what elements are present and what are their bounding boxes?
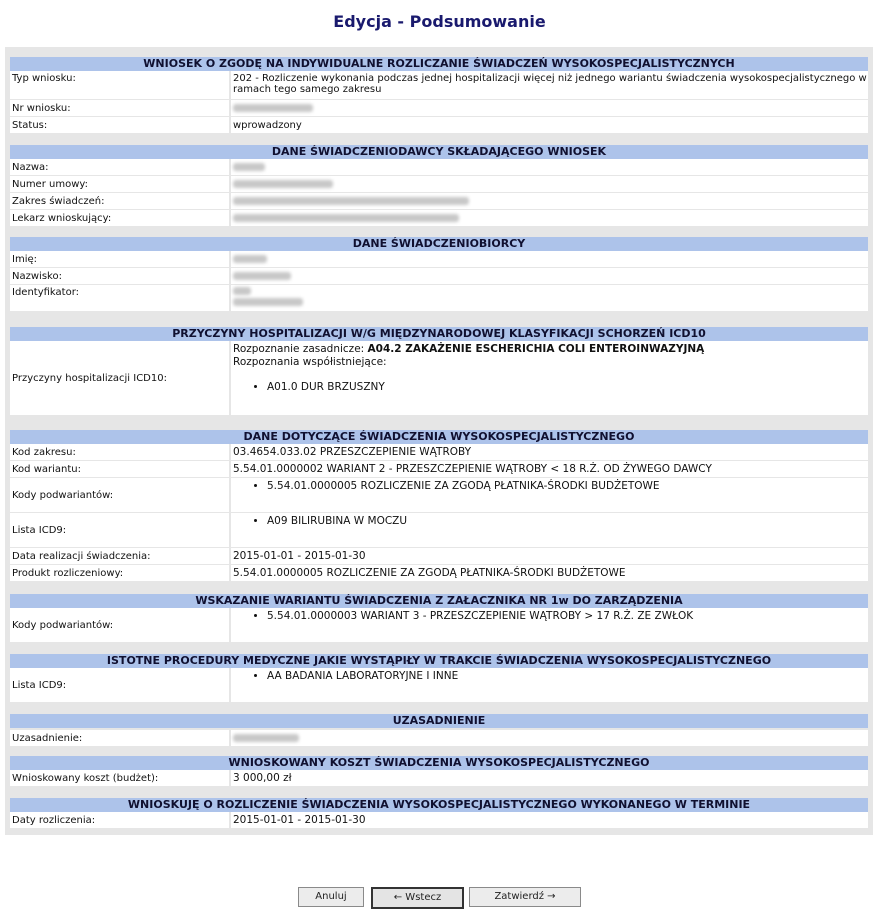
field-value: 2015-01-01 - 2015-01-30 — [233, 814, 366, 826]
field-label: Przyczyny hospitalizacji ICD10: — [12, 372, 167, 384]
redacted-value — [233, 255, 267, 263]
section-wniosek — [10, 57, 868, 134]
list-item: • A09 BILIRUBINA W MOCZU — [267, 515, 407, 527]
row-kod-zakresu — [10, 444, 868, 461]
redacted-value — [233, 272, 291, 280]
field-value: 2015-01-01 - 2015-01-30 — [233, 550, 366, 562]
field-label: Nazwa: — [12, 161, 49, 173]
redacted-value — [233, 180, 333, 188]
field-label: Data realizacji świadczenia: — [12, 550, 151, 562]
row-lista-icd9 — [10, 513, 868, 548]
section-termin — [10, 798, 868, 829]
field-label: Nr wniosku: — [12, 102, 71, 114]
section-header: WNIOSKUJĘ O ROZLICZENIE ŚWIADCZENIA WYSOKOSPECJALISTYCZNEGO WYKONANEGO W TERMINIE — [10, 798, 868, 812]
field-label: Nazwisko: — [12, 270, 62, 282]
row-wskazanie-podwarianty — [10, 608, 868, 643]
section-biorca — [10, 237, 868, 312]
redacted-value — [233, 287, 251, 295]
field-label: Kody podwariantów: — [12, 619, 114, 631]
field-label: Lista ICD9: — [12, 524, 67, 536]
field-label: Lista ICD9: — [12, 679, 67, 691]
back-button[interactable]: ← Wstecz — [371, 887, 464, 909]
list-item: • A01.0 DUR BRZUSZNY — [267, 381, 868, 394]
field-label: Imię: — [12, 253, 37, 265]
field-value: 3 000,00 zł — [233, 772, 292, 784]
section-header: UZASADNIENIE — [10, 714, 868, 728]
section-header: PRZYCZYNY HOSPITALIZACJI W/G MIĘDZYNARODOWEJ KLASYFIKACJI SCHORZEŃ ICD10 — [10, 327, 868, 341]
section-wskazanie — [10, 594, 868, 643]
redacted-value — [233, 104, 313, 112]
section-header: WNIOSKOWANY KOSZT ŚWIADCZENIA WYSOKOSPECJALISTYCZNEGO — [10, 756, 868, 770]
field-value: 5.54.01.0000002 WARIANT 2 - PRZESZCZEPIENIE WĄTROBY < 18 R.Ż. OD ŻYWEGO DAWCY — [233, 463, 712, 475]
section-header: ISTOTNE PROCEDURY MEDYCZNE JAKIE WYSTĄPIŁY W TRAKCIE ŚWIADCZENIA WYSOKOSPECJALISTYCZNEGO — [10, 654, 868, 668]
field-label: Status: — [12, 119, 48, 131]
redacted-value — [233, 298, 303, 306]
row-koszt — [10, 770, 868, 787]
diagnosis-secondary-label: Rozpoznania współistniejące: — [233, 356, 387, 368]
field-label: Typ wniosku: — [12, 73, 76, 84]
redacted-value — [233, 197, 469, 205]
row-kody-podwariantow — [10, 478, 868, 513]
row-status — [10, 117, 868, 134]
field-value: 03.4654.033.02 PRZESZCZEPIENIE WĄTROBY — [233, 446, 472, 458]
row-imie — [10, 251, 868, 268]
redacted-value — [233, 163, 265, 171]
row-daty-rozliczenia — [10, 812, 868, 829]
row-data-realizacji — [10, 548, 868, 565]
section-przyczyny — [10, 327, 868, 416]
field-value: wprowadzony — [233, 119, 302, 131]
field-value: 202 - Rozliczenie wykonania podczas jednej hospitalizacji więcej niż jednego wariantu świadczenia wysokospecjalistycznego w ramach tego samego zakresu — [233, 73, 867, 95]
row-zakres — [10, 193, 868, 210]
row-nazwisko — [10, 268, 868, 285]
section-procedury — [10, 654, 868, 703]
list-item: • AA BADANIA LABORATORYJNE I INNE — [267, 670, 458, 682]
section-header: DANE ŚWIADCZENIODAWCY SKŁADAJĄCEGO WNIOSEK — [10, 145, 868, 159]
field-label: Uzasadnienie: — [12, 732, 83, 744]
summary-panel — [5, 47, 873, 835]
cancel-button[interactable]: Anuluj — [298, 887, 364, 907]
section-uzasadnienie — [10, 714, 868, 747]
page-title: Edycja - Podsumowanie — [333, 12, 546, 31]
field-label: Produkt rozliczeniowy: — [12, 567, 124, 579]
row-nr-wniosku — [10, 100, 868, 117]
row-nazwa — [10, 159, 868, 176]
row-typ-wniosku — [10, 71, 868, 100]
row-kod-wariantu — [10, 461, 868, 478]
section-koszt — [10, 756, 868, 787]
field-label: Zakres świadczeń: — [12, 195, 105, 207]
list-item: • 5.54.01.0000005 ROZLICZENIE ZA ZGODĄ PŁATNIKA-ŚRODKI BUDŻETOWE — [267, 480, 660, 492]
row-numer-umowy — [10, 176, 868, 193]
row-procedury-icd9 — [10, 668, 868, 703]
row-uzasadnienie — [10, 730, 868, 747]
field-label: Lekarz wnioskujący: — [12, 212, 112, 224]
confirm-button[interactable]: Zatwierdź → — [469, 887, 581, 907]
row-produkt — [10, 565, 868, 582]
row-identyfikator — [10, 285, 868, 312]
row-przyczyny-icd10 — [10, 341, 868, 416]
redacted-value — [233, 214, 459, 222]
section-header: DANE DOTYCZĄCE ŚWIADCZENIA WYSOKOSPECJALISTYCZNEGO — [10, 430, 868, 444]
field-label: Kod zakresu: — [12, 446, 76, 458]
field-label: Kod wariantu: — [12, 463, 81, 475]
section-header: WNIOSEK O ZGODĘ NA INDYWIDUALNE ROZLICZANIE ŚWIADCZEŃ WYSOKOSPECJALISTYCZNYCH — [10, 57, 868, 71]
field-value: 5.54.01.0000005 ROZLICZENIE ZA ZGODĄ PŁATNIKA-ŚRODKI BUDŻETOWE — [233, 567, 626, 579]
field-label: Wnioskowany koszt (budżet): — [12, 772, 159, 784]
row-lekarz — [10, 210, 868, 227]
field-label: Numer umowy: — [12, 178, 88, 190]
section-dawca — [10, 145, 868, 227]
section-swiadczenie — [10, 430, 868, 582]
diagnosis-main-value: A04.2 ZAKAŻENIE ESCHERICHIA COLI ENTEROINWAZYJNĄ — [367, 343, 705, 355]
field-label: Kody podwariantów: — [12, 489, 114, 501]
section-header: WSKAZANIE WARIANTU ŚWIADCZENIA Z ZAŁACZNIKA NR 1w DO ZARZĄDZENIA — [10, 594, 868, 608]
section-header: DANE ŚWIADCZENIOBIORCY — [10, 237, 868, 251]
redacted-value — [233, 734, 299, 742]
diagnosis-main-label: Rozpoznanie zasadnicze: — [233, 343, 368, 355]
list-item: • 5.54.01.0000003 WARIANT 3 - PRZESZCZEPIENIE WĄTROBY > 17 R.Ż. ZE ZWŁOK — [267, 610, 693, 622]
field-label: Identyfikator: — [12, 287, 80, 298]
field-label: Daty rozliczenia: — [12, 814, 96, 826]
